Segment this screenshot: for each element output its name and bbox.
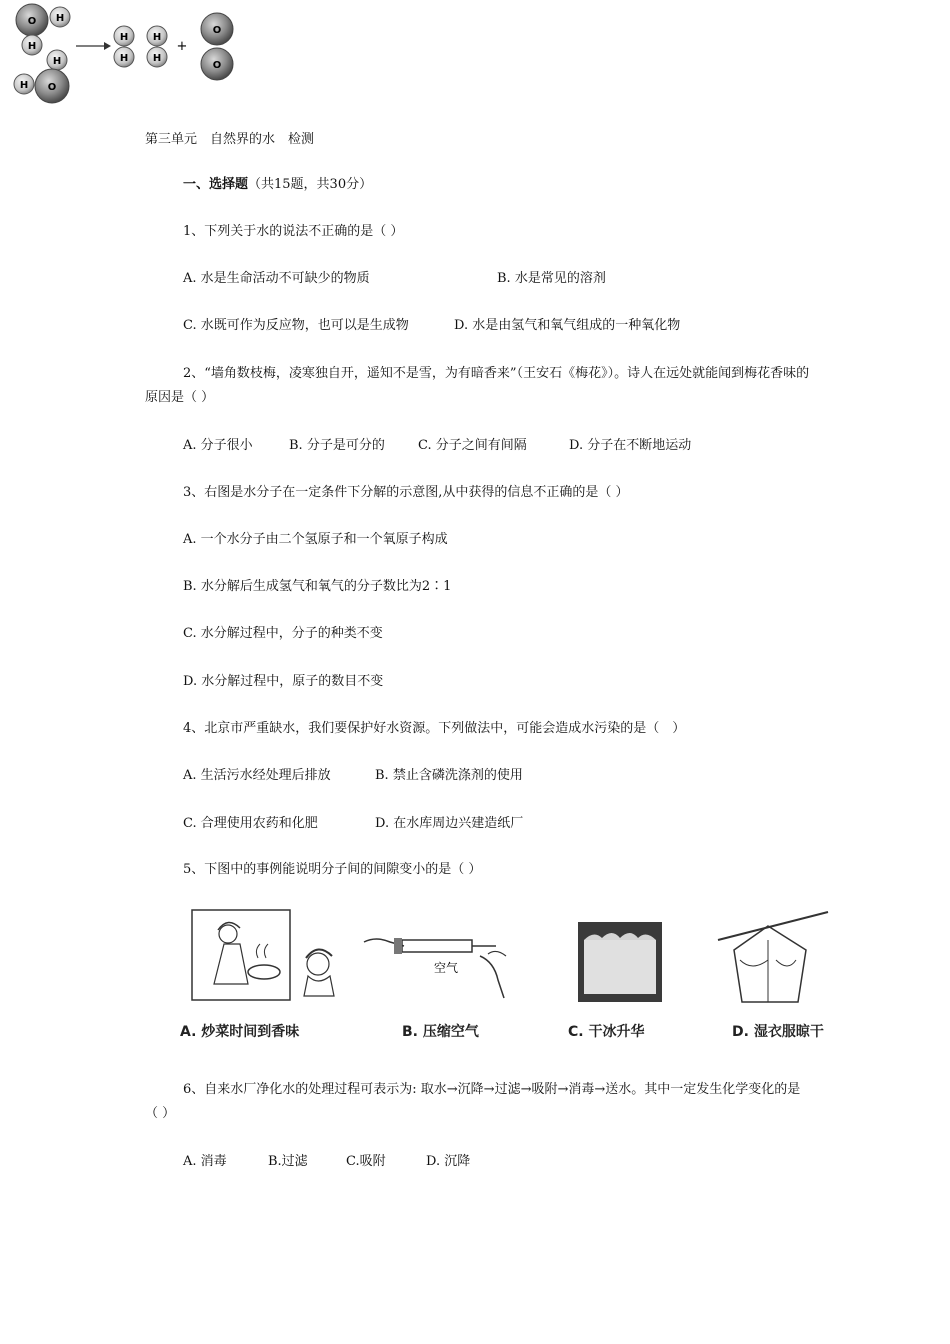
question-3-option-c: C. 水分解过程中，分子的种类不变	[183, 626, 383, 641]
question-2-stem: 2、“墙角数枝梅，凌寒独自开，遥知不是雪，为有暗香来”（王安石《梅花》）。诗人在远处就能闻到梅花香味的原因是（ ）	[145, 366, 810, 405]
question-2-option-b: B. 分子是可分的	[289, 438, 385, 453]
section-heading	[183, 175, 372, 195]
reaction-arrow	[76, 42, 111, 50]
hydrogen-molecule-1	[114, 26, 134, 67]
water-decomposition-diagram	[0, 0, 250, 110]
hydrogen-atom-label: H	[119, 32, 129, 43]
question-6-option-d: D. 沉降	[426, 1154, 471, 1169]
question-1-stem: 1、下列关于水的说法不正确的是（ ）	[183, 224, 404, 239]
question-1-option-d: D. 水是由氢气和氧气组成的一种氧化物	[454, 318, 681, 333]
question-6-stem: 6、自来水厂净化水的处理过程可表示为: 取水→沉降→过滤→吸附→消毒→送水。其中一定发生化学变化的是（ ）	[145, 1082, 801, 1121]
question-4-option-b: B. 禁止含磷洗涤剂的使用	[375, 768, 523, 783]
question-1-option-a: A. 水是生命活动不可缺少的物质	[183, 271, 370, 286]
oxygen-atom-label: O	[212, 25, 222, 36]
panel-c-dry-ice-photo	[578, 922, 662, 1002]
section-heading-label: 一、选择题	[183, 177, 249, 192]
panel-a-cooking-illustration	[192, 910, 334, 1000]
hydrogen-atom-label: H	[119, 53, 129, 64]
panel-b-syringe-illustration	[364, 938, 506, 998]
oxygen-atom-label: O	[27, 16, 37, 27]
water-molecule-2	[14, 50, 69, 103]
question-5-figure	[180, 900, 845, 1050]
hydrogen-atom-label: H	[152, 53, 162, 64]
caption-a: A. 炒菜时间到香味	[180, 1024, 300, 1040]
hydrogen-atom-label: H	[52, 56, 62, 67]
question-4-option-a: A. 生活污水经处理后排放	[183, 768, 331, 783]
question-4-option-d: D. 在水库周边兴建造纸厂	[375, 816, 524, 831]
water-molecule-1	[16, 4, 70, 55]
oxygen-atom-label: O	[47, 82, 57, 93]
question-6-option-a: A. 消毒	[183, 1154, 227, 1169]
oxygen-atom-label: O	[212, 60, 222, 71]
question-2-option-a: A. 分子很小	[183, 438, 253, 453]
question-3-option-d: D. 水分解过程中，原子的数目不变	[183, 674, 384, 689]
question-4-stem: 4、北京市严重缺水，我们要保护好水资源。下列做法中，可能会造成水污染的是（ ）	[183, 721, 686, 736]
question-2-option-c: C. 分子之间有间隔	[418, 438, 527, 453]
question-3-stem: 3、右图是水分子在一定条件下分解的示意图,从中获得的信息不正确的是（ ）	[183, 485, 629, 500]
question-1-option-b: B. 水是常见的溶剂	[497, 271, 606, 286]
question-2-option-d: D. 分子在不断地运动	[569, 438, 692, 453]
panel-d-shirt-illustration	[718, 912, 828, 1002]
caption-c: C. 干冰升华	[568, 1024, 645, 1040]
question-3-option-a: A. 一个水分子由二个氢原子和一个氧原子构成	[183, 532, 448, 547]
caption-b: B. 压缩空气	[402, 1024, 479, 1040]
oxygen-molecule	[201, 13, 233, 80]
question-4-option-c: C. 合理使用农药和化肥	[183, 816, 318, 831]
question-1-option-c: C. 水既可作为反应物，也可以是生成物	[183, 318, 409, 333]
question-6-option-b: B.过滤	[268, 1154, 308, 1169]
caption-d: D. 湿衣服晾干	[732, 1024, 824, 1040]
hydrogen-atom-label: H	[152, 32, 162, 43]
question-3-option-b: B. 水分解后生成氢气和氧气的分子数比为2∶1	[183, 579, 452, 594]
question-6-option-c: C.吸附	[346, 1154, 386, 1169]
hydrogen-atom-label: H	[55, 13, 65, 24]
hydrogen-atom-label: H	[19, 80, 29, 91]
document-title: 第三单元 自然界的水 检测	[145, 132, 315, 147]
plus-sign: +	[176, 39, 188, 54]
air-label: 空气	[433, 961, 459, 975]
question-5-stem: 5、下图中的事例能说明分子间的间隙变小的是（ ）	[183, 862, 482, 877]
section-heading-note: （共15题，共30分）	[248, 177, 373, 192]
hydrogen-molecule-2	[147, 26, 167, 67]
hydrogen-atom-label: H	[27, 41, 37, 52]
